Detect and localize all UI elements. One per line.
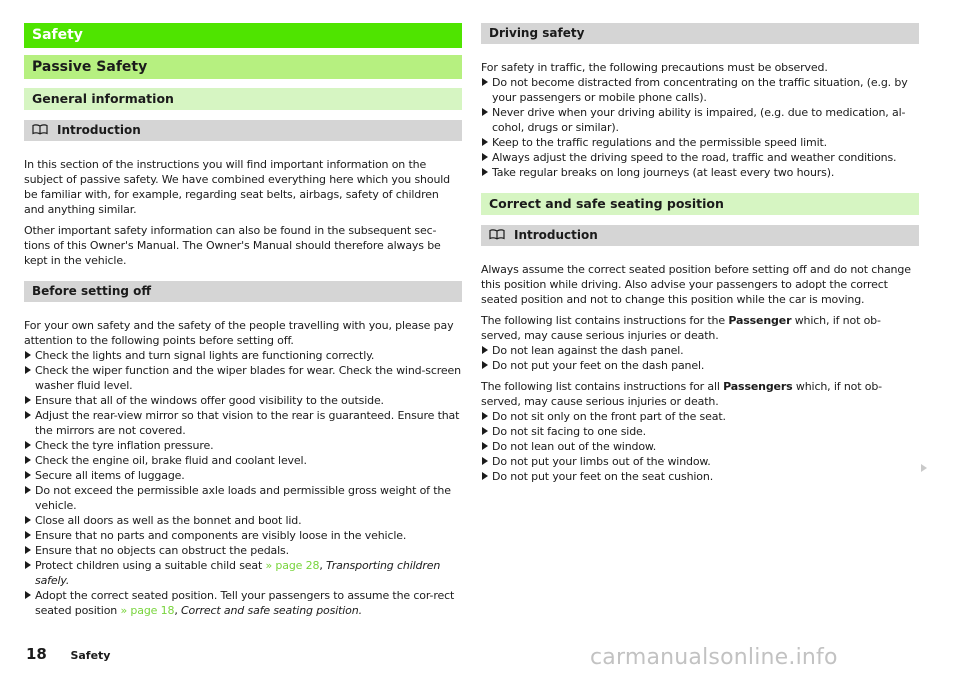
passengers-list <box>481 409 919 484</box>
list-item: Secure all items of luggage. <box>24 468 462 483</box>
page-28-link[interactable]: » page 28 <box>265 559 320 572</box>
page-number: 18 <box>26 645 47 663</box>
before-setting-off-list <box>24 348 462 618</box>
section-heading: Passive Safety <box>24 55 462 79</box>
driving-safety-list <box>481 75 919 180</box>
item-reference: Correct and safe seating position. <box>181 604 362 617</box>
section-end-arrow-icon <box>921 464 927 472</box>
list-item: Check the wiper function and the wiper blades for wear. Check the wind-screen washer fluid level. <box>24 363 462 393</box>
list-item: Close all doors as well as the bonnet and boot lid. <box>24 513 462 528</box>
driving-safety-heading: Driving safety <box>481 23 919 44</box>
list-item: Ensure that no parts and components are visibly loose in the vehicle. <box>24 528 462 543</box>
passenger-pre: The following list contains instructions for the <box>481 314 729 327</box>
seating-intro-heading: Introduction <box>514 228 598 242</box>
list-item: Adjust the rear-view mirror so that vision to the rear is guaranteed. Ensure that the mirrors are not covered. <box>24 408 462 438</box>
passenger-post: which, if not ob-served, may cause serious injuries or death. <box>481 314 881 342</box>
list-item-children <box>24 558 462 588</box>
seating-paragraph: Always assume the correct seated position before setting off and do not change this position while driving. Also advise your passengers to adopt the correct seated position and not to change this position while the car is moving. <box>481 263 911 306</box>
page-18-link[interactable]: » page 18 <box>120 604 175 617</box>
passengers-paragraph <box>481 379 919 409</box>
driving-safety-paragraph: For safety in traffic, the following precautions must be observed. <box>481 61 828 74</box>
item-text: Adopt the correct seated position. Tell your passengers to assume the cor-rect seated position <box>35 589 455 617</box>
before-setting-off-paragraph: For your own safety and the safety of the people travelling with you, please pay attention to the following points before setting off. <box>24 319 454 347</box>
list-item: Ensure that no objects can obstruct the pedals. <box>24 543 462 558</box>
item-text: Protect children using a suitable child seat <box>35 559 266 572</box>
list-item: Do not lean out of the window. <box>481 439 919 454</box>
passenger-paragraph <box>481 313 919 343</box>
list-item: Do not put your feet on the dash panel. <box>481 358 919 373</box>
passengers-term: Passengers <box>723 380 793 393</box>
subsection-heading: General information <box>24 88 462 110</box>
passenger-list <box>481 343 919 373</box>
list-item: Do not lean against the dash panel. <box>481 343 919 358</box>
list-item: Ensure that all of the windows offer good visibility to the outside. <box>24 393 462 408</box>
list-item: Take regular breaks on long journeys (at least every two hours). <box>481 165 919 180</box>
footer-section: Safety <box>70 649 111 662</box>
intro-paragraph-1: In this section of the instructions you will find important information on the subject of passive safety. We have combined everything here which you should be familiar with, for example, regarding seat belts, airbags, safety of children and anything similar. <box>24 158 451 216</box>
list-item: Do not sit facing to one side. <box>481 424 919 439</box>
list-item: Do not put your feet on the seat cushion. <box>481 469 919 484</box>
before-setting-off-heading: Before setting off <box>24 281 462 302</box>
intro-heading-bar <box>24 120 462 141</box>
book-icon <box>32 124 48 135</box>
list-item: Do not put your limbs out of the window. <box>481 454 919 469</box>
list-item: Never drive when your driving ability is impaired, (e.g. due to medication, al-cohol, drugs or similar). <box>481 105 919 135</box>
passenger-term: Passenger <box>728 314 792 327</box>
passengers-pre: The following list contains instructions for all <box>481 380 724 393</box>
book-icon <box>489 229 505 240</box>
seating-intro-heading-bar <box>481 225 919 246</box>
item-reference: Transporting children safely. <box>35 559 441 587</box>
page-footer <box>26 644 110 663</box>
left-column <box>24 23 462 618</box>
list-item: Keep to the traffic regulations and the permissible speed limit. <box>481 135 919 150</box>
list-item: Check the lights and turn signal lights are functioning correctly. <box>24 348 462 363</box>
list-item: Always adjust the driving speed to the road, traffic and weather conditions. <box>481 150 919 165</box>
list-item: Do not exceed the permissible axle loads and permissible gross weight of the vehicle. <box>24 483 462 513</box>
list-item: Do not become distracted from concentrating on the traffic situation, (e.g. by your passengers or mobile phone calls). <box>481 75 919 105</box>
item-separator: , <box>174 604 182 617</box>
list-item: Check the tyre inflation pressure. <box>24 438 462 453</box>
list-item: Check the engine oil, brake fluid and coolant level. <box>24 453 462 468</box>
chapter-heading: Safety <box>24 23 462 48</box>
intro-heading: Introduction <box>57 123 141 137</box>
list-item-seating <box>24 588 462 618</box>
intro-paragraph-2: Other important safety information can also be found in the subsequent sec-tions of this Owner's Manual. The Owner's Manual should therefore always be kept in the vehicle. <box>24 224 441 267</box>
watermark: carmanualsonline.info <box>590 645 838 670</box>
item-separator: , <box>319 559 327 572</box>
list-item: Do not sit only on the front part of the seat. <box>481 409 919 424</box>
right-column <box>481 23 919 484</box>
seating-position-heading: Correct and safe seating position <box>481 193 919 215</box>
passengers-post: which, if not ob-served, may cause serious injuries or death. <box>481 380 882 408</box>
